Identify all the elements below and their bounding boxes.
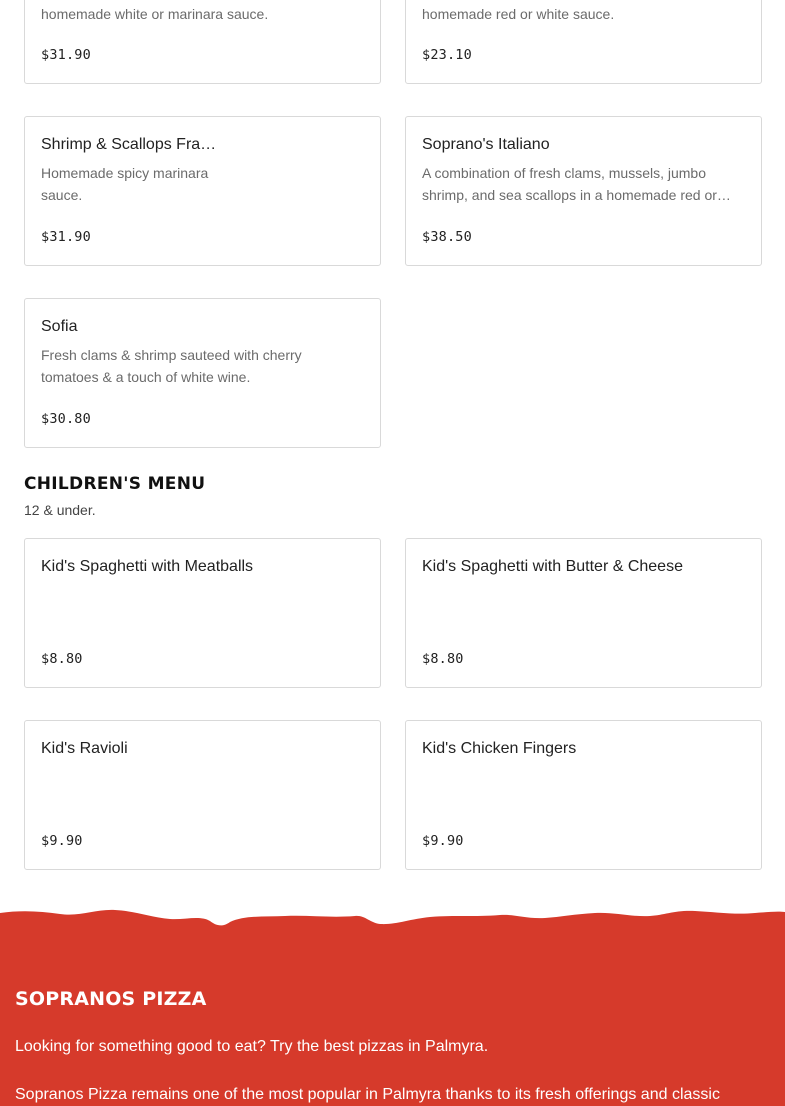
menu-item-name: Kid's Ravioli — [41, 740, 128, 757]
menu-item-description: Fresh clams & shrimp sauteed with cherry tomatoes & a touch of white wine. — [41, 347, 302, 385]
menu-item-name: Shrimp & Scallops Fra… — [41, 136, 217, 153]
menu-item-price: $9.90 — [422, 833, 464, 849]
menu-item-price: $30.80 — [41, 411, 91, 427]
menu-item-description: A combination of fresh clams, mussels, jumbo shrimp, and sea scallops in a homemade red or… — [422, 165, 731, 203]
menu-item-name: Soprano's Italiano — [422, 136, 550, 153]
menu-item-description: homemade white or marinara sauce. — [41, 6, 269, 22]
menu-item-name: Kid's Chicken Fingers — [422, 740, 577, 757]
section-title: CHILDREN'S MENU — [24, 474, 206, 494]
menu-item-name: Kid's Spaghetti with Butter & Cheese — [422, 558, 683, 575]
menu-item-price: $38.50 — [422, 229, 472, 245]
menu-item-price: $23.10 — [422, 47, 472, 63]
menu-item-price: $8.80 — [41, 651, 83, 667]
menu-item-card[interactable] — [405, 0, 762, 84]
footer-description: Sopranos Pizza remains one of the most popular in Palmyra thanks to its fresh offerings and classic — [15, 1086, 720, 1103]
menu-item-description: homemade red or white sauce. — [422, 6, 615, 22]
menu-item-card[interactable] — [405, 116, 762, 266]
menu-item-card[interactable] — [24, 0, 381, 84]
menu-item-name: Kid's Spaghetti with Meatballs — [41, 558, 254, 575]
menu-item-price: $31.90 — [41, 229, 91, 245]
menu-item-price: $9.90 — [41, 833, 83, 849]
section-subtitle: 12 & under. — [24, 502, 96, 518]
menu-item-name: Sofia — [41, 318, 78, 335]
menu-item-card[interactable] — [405, 538, 762, 688]
menu-item-price: $8.80 — [422, 651, 464, 667]
menu-item-description: Homemade spicy marinara sauce. — [41, 165, 209, 203]
footer-brand-title: SOPRANOS PIZZA — [15, 988, 207, 1010]
menu-item-card[interactable] — [24, 298, 381, 448]
footer-tagline: Looking for something good to eat? Try the best pizzas in Palmyra. — [15, 1038, 489, 1055]
menu-item-card[interactable] — [405, 720, 762, 870]
menu-item-card[interactable] — [24, 116, 381, 266]
menu-item-card[interactable] — [24, 538, 381, 688]
menu-item-card[interactable] — [24, 720, 381, 870]
site-footer — [0, 905, 785, 1106]
menu-item-price: $31.90 — [41, 47, 91, 63]
